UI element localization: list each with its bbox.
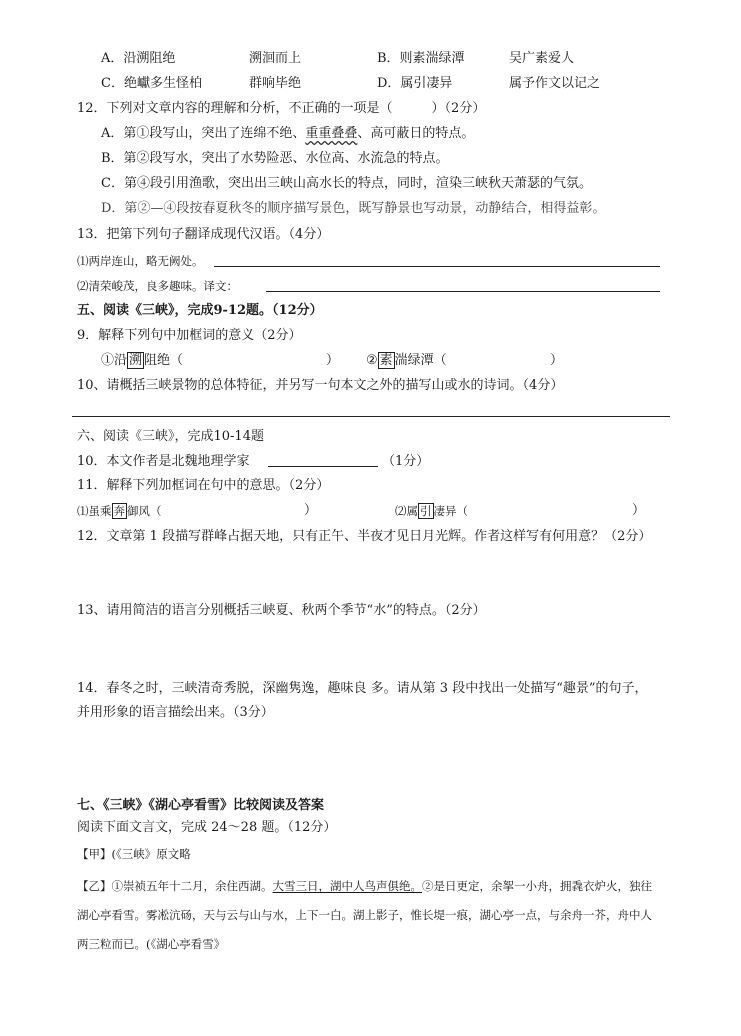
sec5-q9-item-b: ② 素 湍绿潭（ (366, 353, 447, 368)
q13-sentence-1: ⑴两岸连山，略无阙处。 (77, 254, 204, 268)
sec6-q10-answer-line[interactable] (268, 466, 378, 467)
q13-stem: 13．把第下列句子翻译成现代汉语。（4分） (77, 227, 330, 242)
sec6-q11-item-a: ⑴虽乘 奔 御风（ (77, 504, 162, 518)
boxed-word: 奔 (113, 504, 125, 518)
section-6-title: 六、阅读《三峡》，完成10-14题 (77, 429, 264, 444)
sec6-q11-item-b: ⑵属 引 凄异（ (395, 504, 468, 518)
sec6-q13: 13、请用简洁的语言分别概括三峡夏、秋两个季节“水”的特点。（2分） (77, 603, 486, 618)
option-b: B．则素湍绿潭 (377, 51, 465, 66)
q12-option-d: D．第②—④段按春夏秋冬的顺序描写景色，既写静景也写动景，动静结合，相得益彰。 (101, 201, 606, 216)
q13-answer-line-1[interactable] (214, 266, 660, 267)
sec5-q9-item-a: ①沿 溯 阻绝（ (101, 353, 184, 368)
q13-sentence-2: ⑵清荣峻茂，良多趣味。译文： (77, 279, 238, 293)
section-5-title: 五、阅读《三峡》，完成9-12题。（12分） (77, 303, 323, 318)
boxed-word: 素 (379, 353, 393, 368)
sec5-q10: 10、请概括三峡景物的总体特征，并另写一句本文之外的描写山或水的诗词。（4分） (77, 378, 564, 393)
sec6-q14-line-2: 并用形象的语言描绘出来。（3分） (77, 705, 274, 720)
boxed-word: 引 (420, 504, 432, 518)
sec5-q9-item-b-close: ） (550, 353, 564, 368)
sec6-q10: 10．本文作者是北魏地理学家 (77, 454, 250, 469)
sec6-q11-item-b-close: ） (632, 503, 646, 518)
sec6-q14-line-1: 14．春冬之时，三峡清奇秀脱，深幽隽逸，趣味良 多。请从第 3 段中找出一处描写“趣景”的句子， (77, 681, 648, 696)
option-d: D．属引凄异 (377, 76, 453, 91)
boxed-word: 溯 (129, 353, 143, 368)
sec7-passage-yi-line-1: 【乙】①崇祯五年十二月，余住西湖。大雪三日，湖中人鸟声俱绝。②是日更定，余挐一小舟，拥毳衣炉火，独往 (77, 879, 652, 893)
section-7-title: 七、《三峡》《湖心亭看雪》比较阅读及答案 (77, 798, 325, 813)
sec6-q11-item-a-close: ） (304, 503, 318, 518)
option-c: C．绝巘多生怪柏 (101, 76, 202, 91)
q13-answer-line-2[interactable] (266, 291, 660, 292)
sec6-q11-stem: 11．解释下列加框词在句中的意思。（2分） (77, 478, 330, 493)
option-b-pair: 吴广素爱人 (509, 51, 575, 66)
sec6-q10-score: （1分） (382, 454, 430, 469)
sec7-passage-yi-line-3: 两三粒而已。(《湖心亭看雪》 (77, 937, 226, 951)
option-d-pair: 属予作文以记之 (509, 76, 601, 91)
q12-stem: 12．下列对文章内容的理解和分析，不正确的一项是（ ）（2分） (77, 101, 486, 116)
q12-option-a: A．第①段写山，突出了连绵不绝、重重叠叠、高可蔽日的特点。 (101, 126, 475, 141)
q12-option-c: C．第④段引用渔歌，突出出三峡山高水长的特点，同时，渲染三峡秋天萧瑟的气氛。 (101, 176, 592, 191)
sec5-q10-answer-line[interactable] (72, 416, 670, 417)
sec7-passage-jia: 【甲】(《三峡》原文略 (77, 847, 191, 861)
q12-option-b: B．第②段写水，突出了水势险恶、水位高、水流急的特点。 (101, 151, 449, 166)
sec5-q9-stem: 9．解释下列句中加框词的意义（2分） (77, 328, 302, 343)
sec6-q12: 12．文章第 1 段描写群峰占据天地，只有正午、半夜才见日月光辉。作者这样写有何用意？（2分） (77, 529, 652, 544)
option-a-pair: 溯洄而上 (249, 51, 302, 66)
option-c-pair: 群响毕绝 (249, 76, 302, 91)
sec7-passage-yi-line-2: 湖心亭看雪。雾凇沆砀，天与云与山与水，上下一白。湖上影子，惟长堤一痕，湖心亭一点，与余舟一芥，舟中人 (77, 908, 652, 922)
sec7-instructions: 阅读下面文言文，完成 24～28 题。（12分） (77, 820, 337, 835)
sec5-q9-item-a-close: ） (326, 353, 340, 368)
option-a: A．沿溯阻绝 (101, 51, 176, 66)
